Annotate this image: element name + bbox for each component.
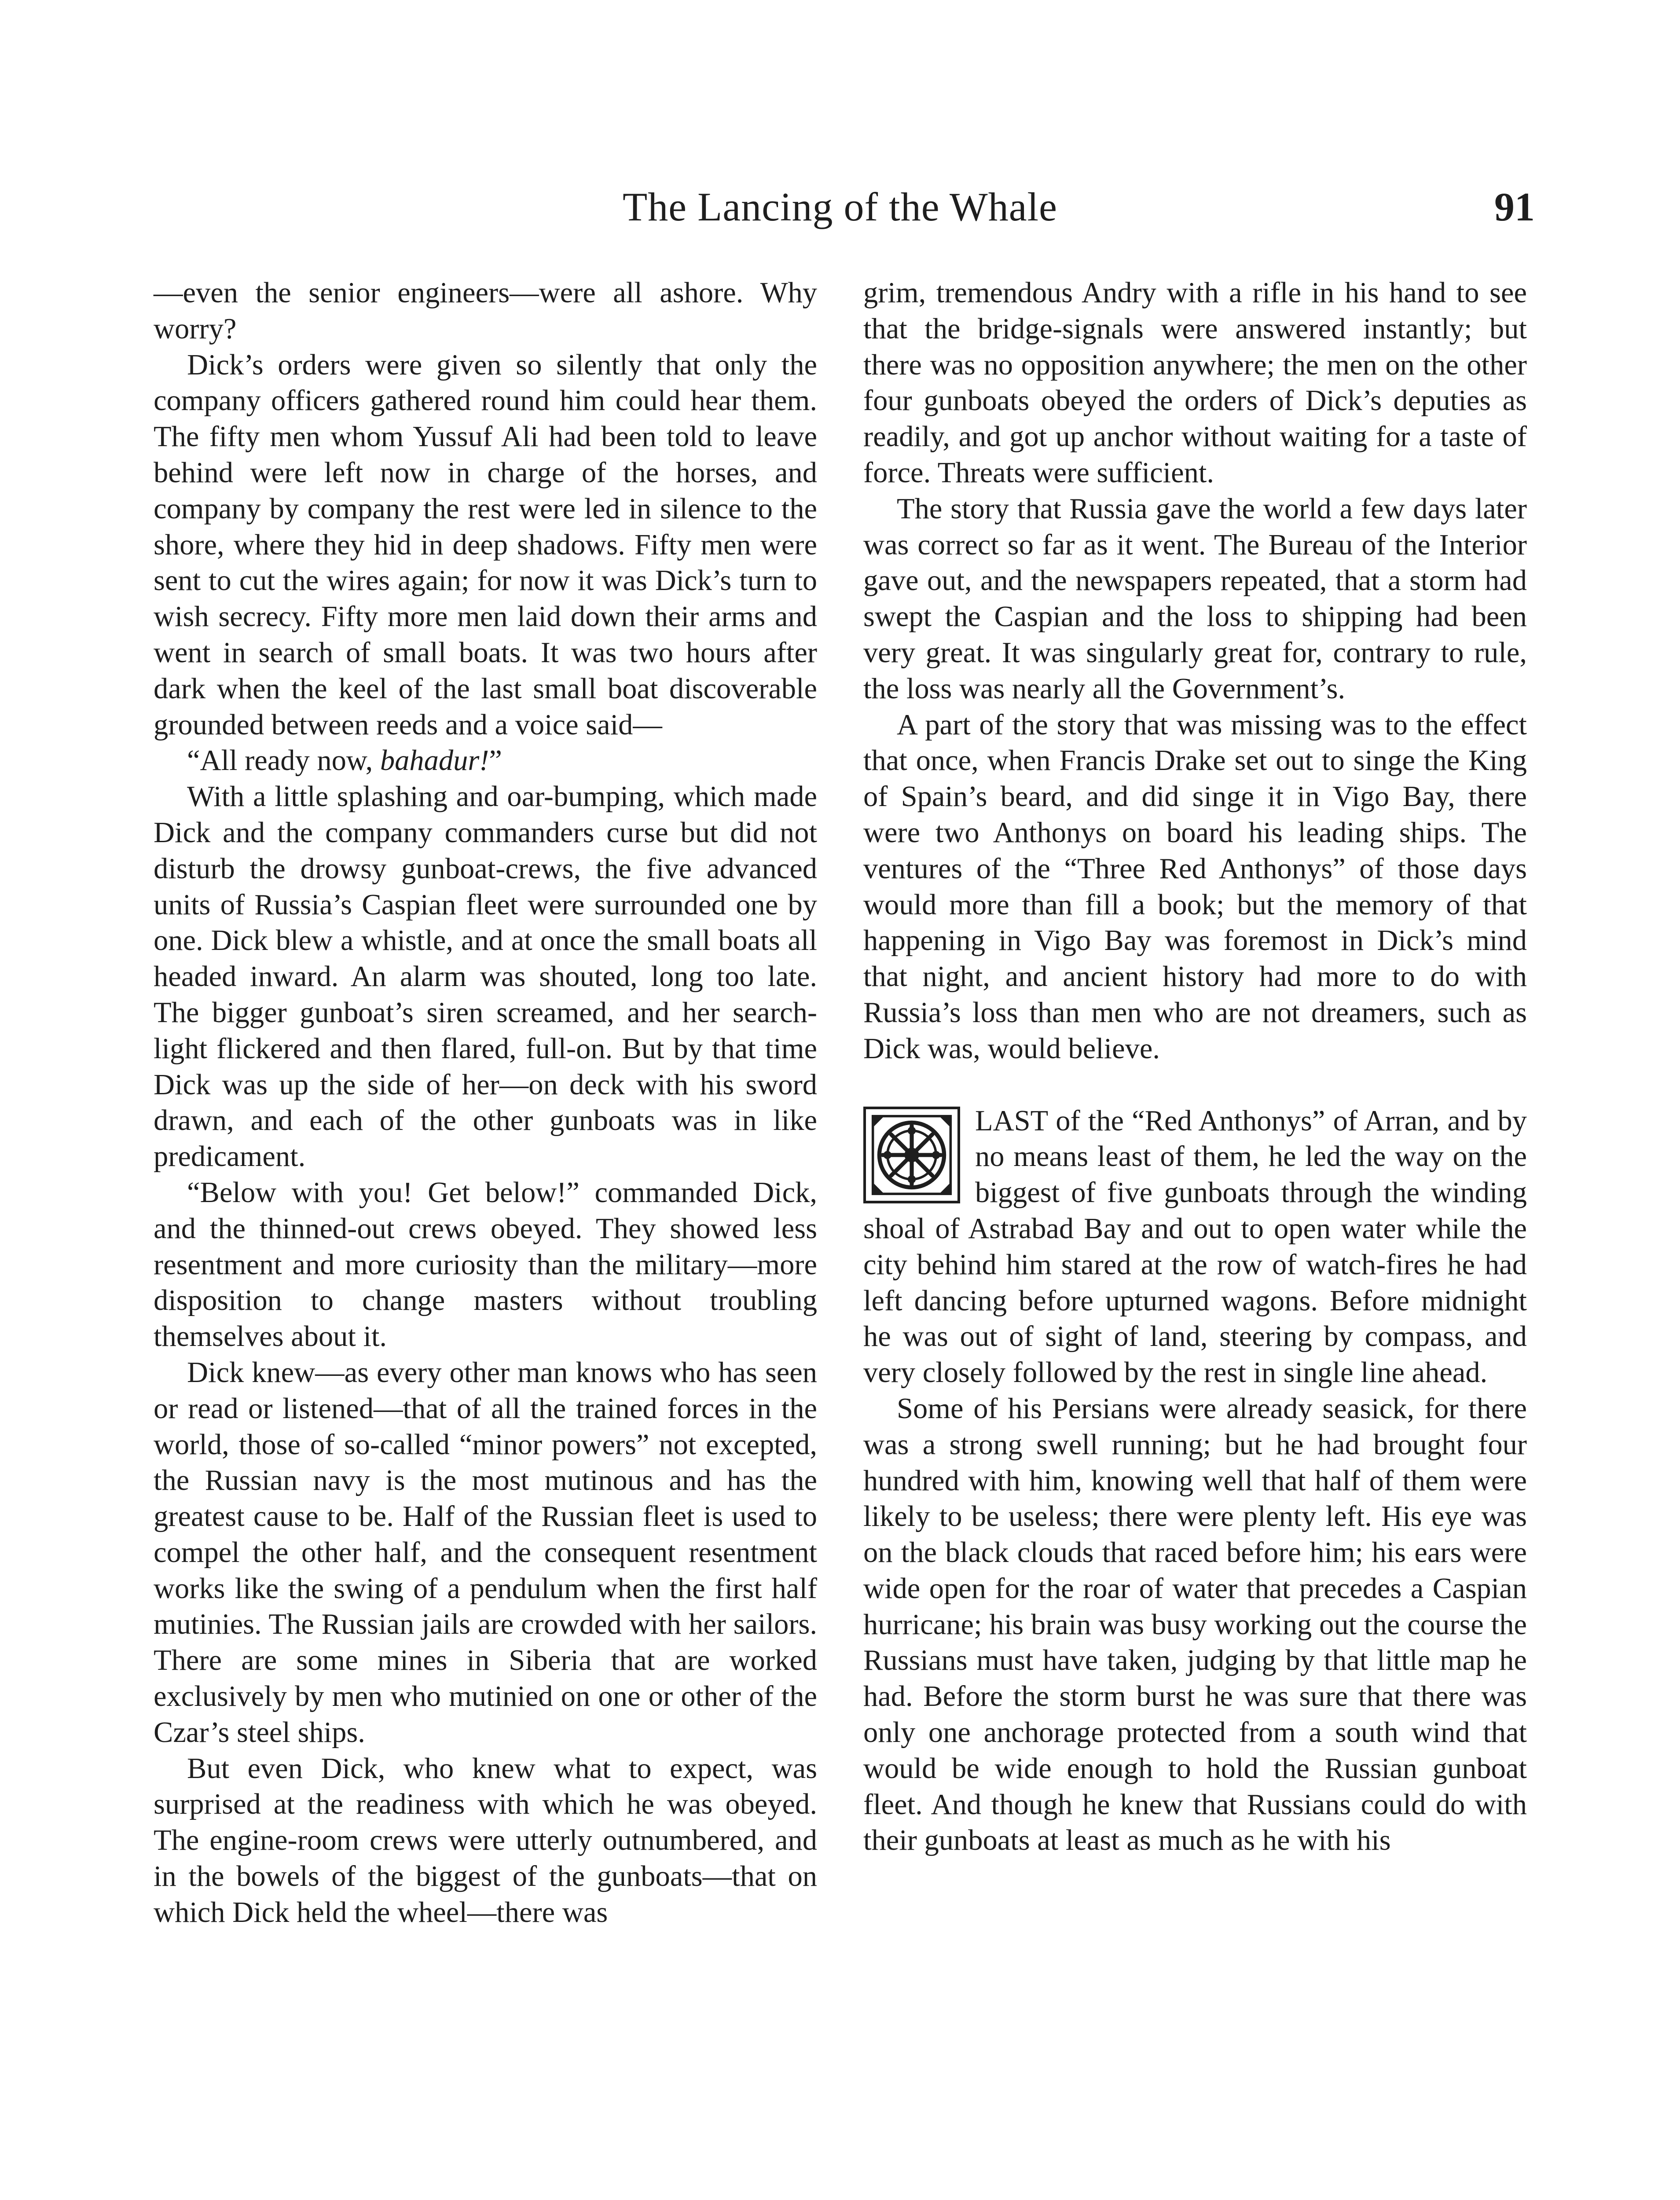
paragraph: A part of the story that was missing was to the effect that once, when Francis Drake set out to singe the King of Spain’s beard, and did singe it in Vigo Bay, there were two Anthonys on board his leading ships. The ventures of the “Three Red Anthonys” of those days would more than fill a book; but the memory of that happening in Vigo Bay was foremost in Dick’s mind that night, and ancient history had more to do with Russia’s loss than men who are not dreamers, such as Dick was, would believe. bbox=[863, 708, 1527, 1065]
page-number: 91 bbox=[1494, 184, 1535, 229]
running-title: The Lancing of the Whale bbox=[623, 184, 1057, 229]
right-column bbox=[863, 275, 1527, 1859]
ornament-wheel-icon bbox=[871, 1115, 952, 1195]
section-opening-paragraph bbox=[863, 1103, 1527, 1391]
paragraph: Some of his Persians were already seasick, for there was a strong swell running; but he had brought four hundred with him, knowing well that half of them were likely to be useless; there were plenty left. His eye was on the black clouds that raced before him; his ears were wide open for the roar of water that precedes a Caspian hurricane; his brain was busy working out the course the Russians must have taken, judging by that little map he had. Before the storm burst he was sure that there was only one anchorage protected from a south wind that would be wide enough to hold the Russian gunboat fleet. And though he knew that Russians could do with their gunboats at least as much as he with his bbox=[863, 1392, 1527, 1857]
section-text: LAST of the “Red Anthonys” of Arran, and by no means least of them, he led the way on the biggest of five gunboats through the winding shoal of Astrabad Bay and out to open water while the city behind him stared at the row of watch-fires he had left dancing before upturned wagons. Before midnight he was out of sight of land, steering by compass, and very closely followed by the rest in single line ahead. bbox=[863, 1104, 1527, 1389]
paragraph: —even the senior engineers—were all ashore. Why worry? bbox=[154, 277, 817, 345]
paragraph: With a little splashing and oar-bumping, which made Dick and the company commanders curse but did not disturb the drowsy gunboat-crews, the five advanced units of Russia’s Caspian fleet were surrounded one by one. Dick blew a whistle, and at once the small boats all headed inward. An alarm was shouted, long too late. The bigger gunboat’s siren screamed, and her search-light flickered and then flared, full-on. But by that time Dick was up the side of her—on deck with his sword drawn, and each of the other gunboats was in like predicament. bbox=[154, 781, 817, 1173]
paragraph: grim, tremendous Andry with a rifle in his hand to see that the bridge-signals were answered instantly; but there was no opposition anywhere; the men on the other four gunboats obeyed the orders of Dick’s deputies as readily, and got up anchor without waiting for a taste of force. Threats were sufficient. bbox=[863, 277, 1527, 489]
italic-word: bahadur! bbox=[380, 744, 489, 777]
dialogue-text: “All ready now, bbox=[187, 744, 380, 777]
left-column bbox=[154, 275, 817, 1931]
paragraph: “Below with you! Get below!” commanded Dick, and the thinned-out crews obeyed. They showed less resentment and more curiosity than the military—more disposition to change masters without troubling themselves about it. bbox=[154, 1176, 817, 1353]
paragraph: But even Dick, who knew what to expect, was surprised at the readiness with which he was obeyed. The engine-room crews were utterly outnumbered, and in the bowels of the biggest of the gunboats—that on which Dick held the wheel—there was bbox=[154, 1752, 817, 1929]
paragraph: Dick’s orders were given so silently that only the company officers gathered round him could hear them. The fifty men whom Yussuf Ali had been told to leave behind were left now in charge of the horses, and company by company the rest were led in silence to the shore, where they hid in deep shadows. Fifty men were sent to cut the wires again; for now it was Dick’s turn to wish secrecy. Fifty more men laid down their arms and went in search of small boats. It was two hours after dark when the keel of the last small boat discoverable grounded between reeds and a voice said— bbox=[154, 348, 817, 741]
page-header bbox=[0, 176, 1680, 238]
paragraph-dialogue bbox=[154, 743, 817, 779]
paragraph: Dick knew—as every other man knows who has seen or read or listened—that of all the trained forces in the world, those of so-called “minor powers” not excepted, the Russian navy is the most mutinous and has the greatest cause to be. Half of the Russian fleet is used to compel the other half, and the consequent resentment works like the swing of a pendulum when the first half mutinies. The Russian jails are crowded with her sailors. There are some mines in Siberia that are worked exclusively by men who mutinied on one or other of the Czar’s steel ships. bbox=[154, 1356, 817, 1749]
paragraph: The story that Russia gave the world a few days later was correct so far as it went. The Bureau of the Interior gave out, and the newspapers repeated, that a storm had swept the Caspian and the loss to shipping had been very great. It was singularly great for, contrary to rule, the loss was nearly all the Government’s. bbox=[863, 492, 1527, 705]
ornamental-drop-cap-icon bbox=[863, 1107, 960, 1203]
dialogue-close-quote: ” bbox=[489, 744, 502, 777]
